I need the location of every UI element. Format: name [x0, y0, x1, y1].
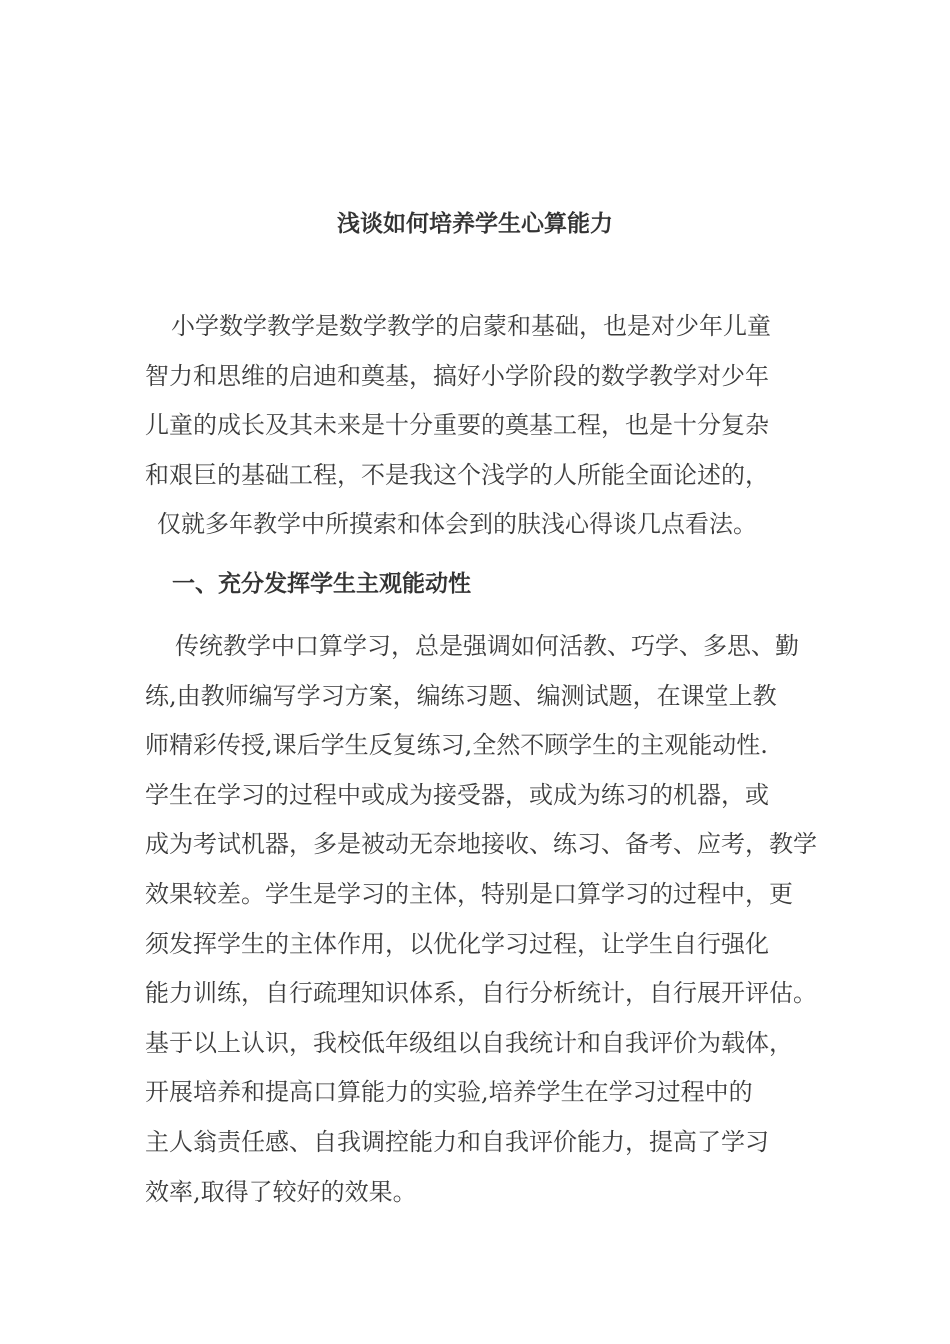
paragraph-line: 开展培养和提高口算能力的实验,培养学生在学习过程中的: [145, 1078, 753, 1107]
paragraph-line: 成为考试机器，多是被动无奈地接收、练习、备考、应考，教学: [145, 830, 817, 859]
paragraph-line: 和艰巨的基础工程，不是我这个浅学的人所能全面论述的，: [145, 460, 769, 489]
paragraph-line: 效率,取得了较好的效果。: [145, 1177, 417, 1206]
paragraph-line: 学生在学习的过程中或成为接受器，或成为练习的机器，或: [145, 780, 769, 809]
intro-paragraph: [145, 302, 825, 550]
paragraph-line: 仅就多年教学中所摸索和体会到的肤浅心得谈几点看法。: [157, 510, 757, 539]
paragraph-line: 效果较差。学生是学习的主体，特别是口算学习的过程中，更: [145, 879, 793, 908]
paragraph-line: 能力训练，自行疏理知识体系，自行分析统计，自行展开评估。: [145, 979, 817, 1008]
paragraph-line: 练,由教师编写学习方案，编练习题、编测试题，在课堂上教: [145, 681, 777, 710]
paragraph-line: 小学数学教学是数学教学的启蒙和基础，也是对少年儿童: [171, 312, 771, 340]
document-title: 浅谈如何培养学生心算能力: [337, 210, 613, 237]
section-paragraph: [145, 622, 825, 1217]
paragraph-line: 智力和思维的启迪和奠基，搞好小学阶段的数学教学对少年: [145, 361, 769, 390]
paragraph-line: 须发挥学生的主体作用，以优化学习过程，让学生自行强化: [145, 929, 769, 958]
section-heading: 一、充分发挥学生主观能动性: [172, 570, 471, 597]
paragraph-line: 基于以上认识，我校低年级组以自我统计和自我评价为载体，: [145, 1028, 793, 1057]
paragraph-line: 传统教学中口算学习，总是强调如何活教、巧学、多思、勤: [175, 632, 799, 660]
paragraph-line: 儿童的成长及其未来是十分重要的奠基工程，也是十分复杂: [145, 411, 769, 440]
paragraph-line: 师精彩传授,课后学生反复练习,全然不顾学生的主观能动性.: [145, 731, 768, 760]
paragraph-line: 主人翁责任感、自我调控能力和自我评价能力，提高了学习: [145, 1127, 769, 1156]
